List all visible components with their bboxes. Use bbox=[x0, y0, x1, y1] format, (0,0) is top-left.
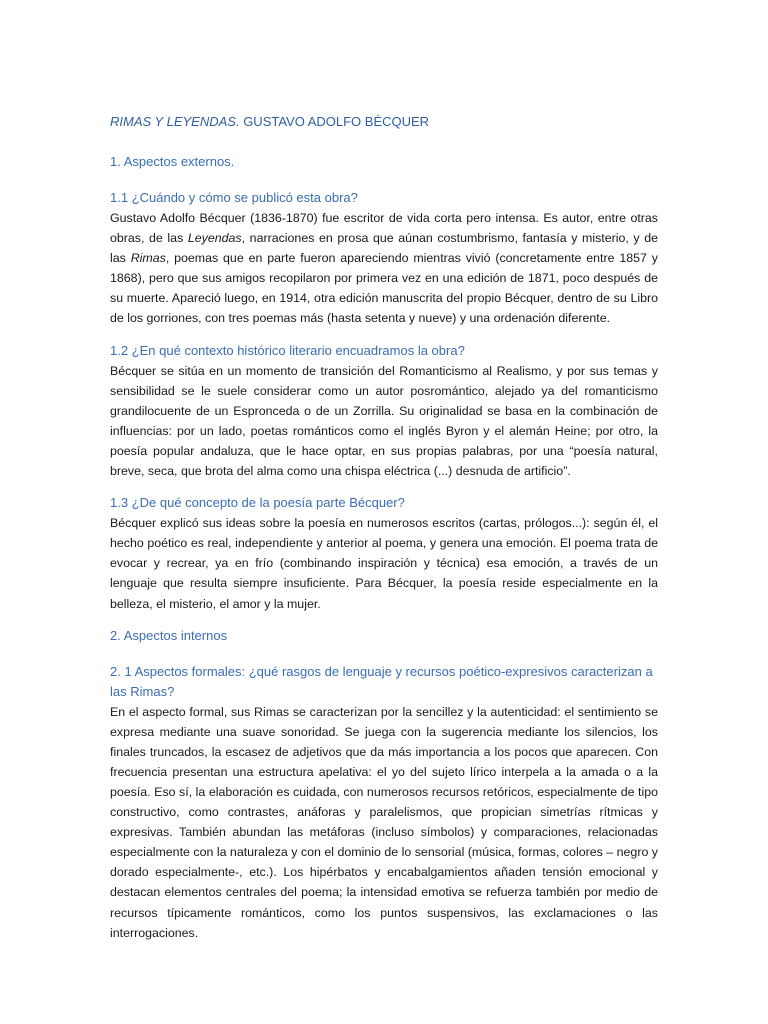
question-heading-2-1: 2. 1 Aspectos formales: ¿qué rasgos de lenguaje y recursos poético-expresivos caracterizan a las Rimas? bbox=[110, 663, 653, 699]
document-page bbox=[110, 112, 658, 955]
paragraph-1-1-part-a: Gustavo Adolfo Bécquer (1836-1870) fue escritor de vida corta pero intensa. Es autor, entre otras obras, de las bbox=[110, 211, 658, 246]
paragraph-1-1-part-e: , poemas que en parte fueron apareciendo mientras vivió (concretamente entre 1857 y 1868), pero que sus amigos recopilaron por primera vez en una edición de 1871, poco después de su muerte. Apareció luego, en 1914, otra edición manuscrita del propio Bécquer, dentro de su Libro de los gorriones, con tres poemas más (hasta setenta y nueve) y una ordenación diferente. bbox=[110, 251, 658, 326]
document-title bbox=[110, 112, 658, 132]
title-author: GUSTAVO ADOLFO BÉCQUER bbox=[239, 114, 430, 129]
question-heading-1-2: 1.2 ¿En qué contexto histórico literario encuadramos la obra? bbox=[110, 342, 465, 358]
paragraph-2-1: En el aspecto formal, sus Rimas se caracterizan por la sencillez y la autenticidad: el sentimiento se expresa mediante una suave sonoridad. Se juega con la sugerencia mediante los silencios, los finales truncados, la escasez de adjetivos que da más importancia a los pocos que aparecen. Con frecuencia presentan una estructura apelativa: el yo del sujeto lírico interpela a la amada o a la poesía. Eso sí, la elaboración es cuidada, con numerosos recursos retóricos, especialmente de tipo constructivo, como contrastes, anáforas y paralelismos, que propician simetrías rítmicas y expresivas. También abundan las metáforas (incluso símbolos) y comparaciones, relacionadas especialmente con la naturaleza y con el dominio de lo sensorial (música, formas, colores – negro y dorado especialmente-, etc.). Los hipérbatos y encabalgamientos añaden tensión emocional y destacan elementos centrales del poema; la intensidad emotiva se refuerza también por medio de recursos típicamente románticos, como los puntos suspensivos, las exclamaciones o las interrogaciones. bbox=[110, 704, 658, 940]
question-heading-1-1: 1.1 ¿Cuándo y cómo se publicó esta obra? bbox=[110, 190, 358, 205]
paragraph-1-1 bbox=[110, 208, 658, 329]
paragraph-1-1-rimas: Rimas bbox=[130, 251, 166, 266]
section-heading-internal: 2. Aspectos internos bbox=[110, 627, 228, 643]
title-italic: RIMAS Y LEYENDAS. bbox=[110, 114, 240, 129]
section-heading-external: 1. Aspectos externos. bbox=[110, 154, 235, 169]
paragraph-1-3: Bécquer explicó sus ideas sobre la poesía en numerosos escritos (cartas, prólogos...): según él, el hecho poético es real, independiente y anterior al poema, y genera una emoción. El poema trata de evocar y recrear, ya en frío (combinando inspiración y técnica) esa emoción, a través de un lenguaje que resulta siempre insuficiente. Para Bécquer, la poesía reside especialmente en la belleza, el misterio, el amor y la mujer. bbox=[110, 516, 658, 611]
paragraph-1-1-part-c: , narraciones en prosa que aúnan costumbrismo, fantasía y misterio, y de las bbox=[110, 231, 658, 266]
paragraph-1-2: Bécquer se sitúa en un momento de transición del Romanticismo al Realismo, y por sus temas y sensibilidad se le suele considerar como un autor posromántico, alejado ya del romanticismo grandilocuente de un Espronceda o de un Zorrilla. Su originalidad se basa en la combinación de influencias: por un lado, poetas románticos como el inglés Byron y el alemán Heine; por otro, la poesía popular andaluza, que le hace optar, en sus propias palabras, por una “poesía natural, breve, seca, que brota del alma como una chispa eléctrica (...) desnuda de artificio”. bbox=[110, 363, 658, 479]
paragraph-1-1-leyendas: Leyendas bbox=[187, 231, 242, 246]
question-heading-1-3: 1.3 ¿De qué concepto de la poesía parte Bécquer? bbox=[110, 495, 405, 511]
